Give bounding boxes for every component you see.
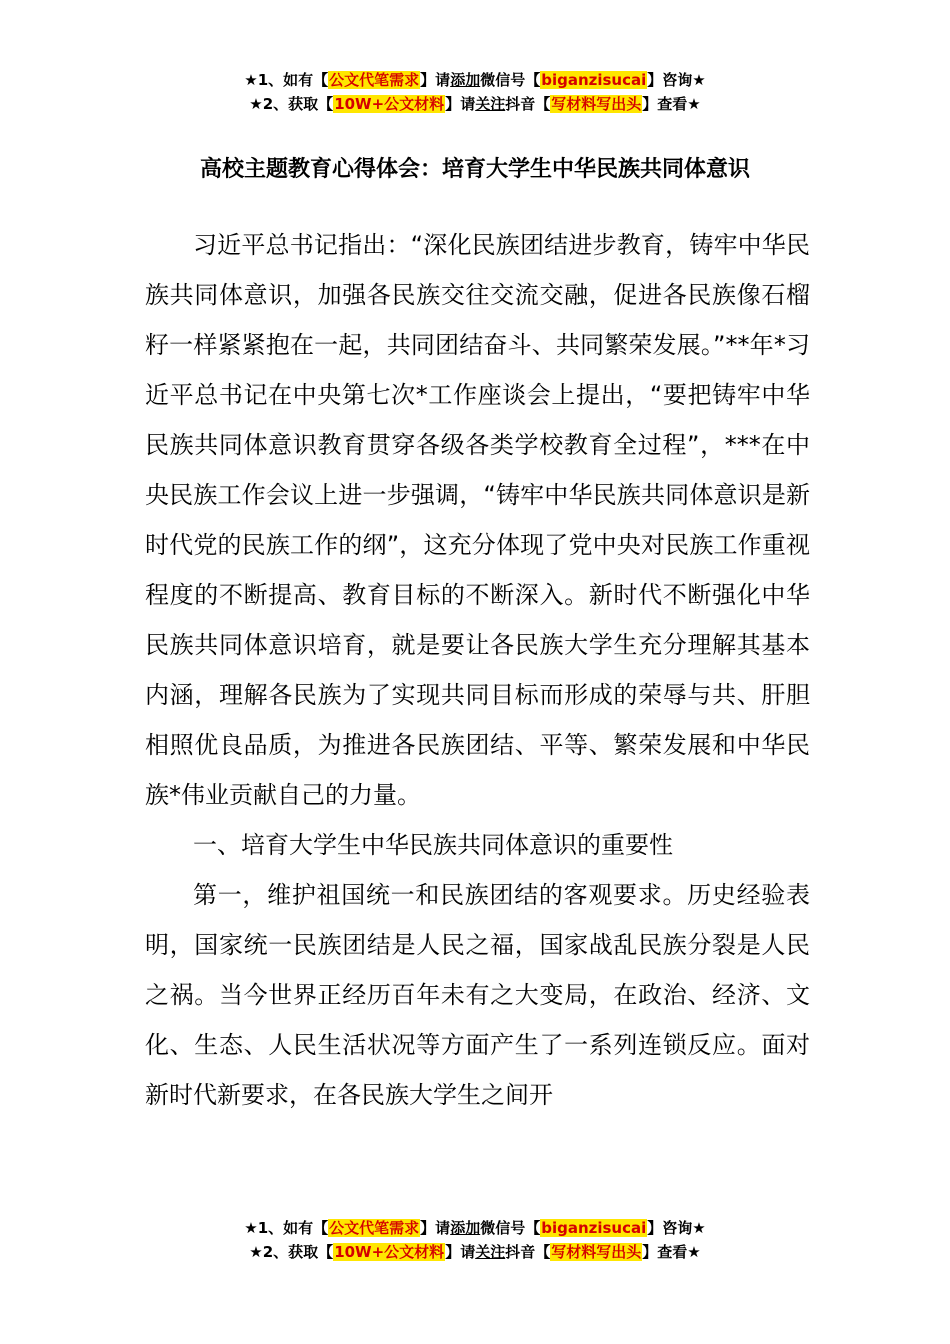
banner-line-2 (0, 1240, 950, 1264)
banner-text: 】请 (420, 1219, 451, 1237)
banner-text: 】咨询★ (647, 1219, 706, 1237)
header-banner (0, 68, 950, 116)
banner-text: 抖音【 (505, 1243, 551, 1261)
banner-line-2 (0, 92, 950, 116)
paragraph: 第一，维护祖国统一和民族团结的客观要求。历史经验表明，国家统一民族团结是人民之福，国家战乱民族分裂是人民之祸。当今世界正经历百年未有之大变局，在政治、经济、文化、生态、人民生活状况等方面产生了一系列连锁反应。面对新时代新要求，在各民族大学生之间开 (145, 881, 810, 1109)
banner-text: 微信号【 (480, 1219, 541, 1237)
highlight-service: 公文代笔需求 (329, 1219, 420, 1237)
underlined-text: 添加 (450, 1219, 481, 1237)
banner-text: 微信号【 (480, 71, 541, 89)
document-title: 高校主题教育心得体会：培育大学生中华民族共同体意识 (199, 157, 750, 182)
banner-text: ★1、如有【 (244, 71, 329, 89)
banner-text: 】查看★ (642, 95, 701, 113)
banner-line-1 (0, 68, 950, 92)
banner-text: 】请 (445, 1243, 476, 1261)
banner-text: 】查看★ (642, 1243, 701, 1261)
highlight-materials: 10W+公文材料 (334, 1243, 445, 1261)
underlined-text: 关注 (475, 1243, 506, 1261)
banner-text: 】请 (420, 71, 451, 89)
section-heading: 一、培育大学生中华民族共同体意识的重要性 (193, 831, 673, 859)
paragraph: 习近平总书记指出：“深化民族团结进步教育，铸牢中华民族共同体意识，加强各民族交往交流交融，促进各民族像石榴籽一样紧紧抱在一起，共同团结奋斗、共同繁荣发展。”**年*习近平总书记在中央第七次*工作座谈会上提出，“要把铸牢中华民族共同体意识教育贯穿各级各类学校教育全过程”，***在中央民族工作会议上进一步强调，“铸牢中华民族共同体意识是新时代党的民族工作的纲”，这充分体现了党中央对民族工作重视程度的不断提高、教育目标的不断深入。新时代不断强化中华民族共同体意识培育，就是要让各民族大学生充分理解其基本内涵，理解各民族为了实现共同目标而形成的荣辱与共、肝胆相照优良品质，为推进各民族团结、平等、繁荣发展和中华民族*伟业贡献自己的力量。 (145, 231, 810, 809)
banner-text: 】咨询★ (647, 71, 706, 89)
highlight-wechat-id: biganzisucai (541, 1219, 647, 1237)
banner-text: ★2、获取【 (249, 95, 334, 113)
banner-text: ★1、如有【 (244, 1219, 329, 1237)
underlined-text: 添加 (450, 71, 481, 89)
highlight-materials: 10W+公文材料 (334, 95, 445, 113)
footer-banner (0, 1216, 950, 1264)
highlight-douyin: 写材料写出头 (551, 95, 642, 113)
banner-line-1 (0, 1216, 950, 1240)
highlight-service: 公文代笔需求 (329, 71, 420, 89)
document-body (145, 220, 810, 1120)
banner-text: 】请 (445, 95, 476, 113)
highlight-wechat-id: biganzisucai (541, 71, 647, 89)
banner-text: ★2、获取【 (249, 1243, 334, 1261)
highlight-douyin: 写材料写出头 (551, 1243, 642, 1261)
banner-text: 抖音【 (505, 95, 551, 113)
underlined-text: 关注 (475, 95, 506, 113)
